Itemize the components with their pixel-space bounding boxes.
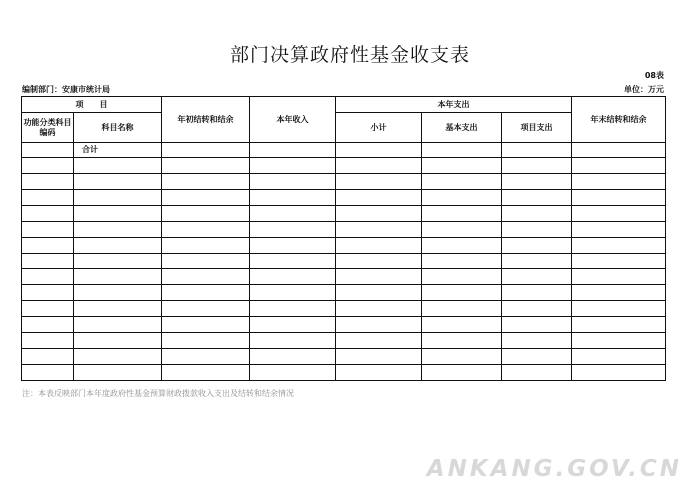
table-cell bbox=[502, 269, 572, 285]
table-cell bbox=[422, 348, 502, 364]
table-cell bbox=[250, 301, 336, 317]
table-cell bbox=[250, 348, 336, 364]
table-cell bbox=[250, 158, 336, 174]
table-cell bbox=[162, 317, 250, 333]
table-cell bbox=[502, 364, 572, 380]
table-cell bbox=[22, 285, 74, 301]
table-cell bbox=[502, 348, 572, 364]
table-cell bbox=[162, 348, 250, 364]
table-cell bbox=[162, 285, 250, 301]
table-cell bbox=[74, 174, 162, 190]
table-cell bbox=[336, 221, 422, 237]
table-cell bbox=[74, 205, 162, 221]
table-cell bbox=[336, 158, 422, 174]
table-cell bbox=[502, 317, 572, 333]
table-cell bbox=[162, 301, 250, 317]
table-row bbox=[22, 317, 666, 333]
table-cell bbox=[162, 221, 250, 237]
table-cell bbox=[22, 158, 74, 174]
table-cell bbox=[162, 253, 250, 269]
table-row bbox=[22, 269, 666, 285]
table-cell bbox=[572, 269, 666, 285]
table-row bbox=[22, 158, 666, 174]
table-cell bbox=[162, 189, 250, 205]
table-cell bbox=[336, 285, 422, 301]
table-cell bbox=[74, 237, 162, 253]
table-cell bbox=[250, 333, 336, 349]
table-cell bbox=[22, 189, 74, 205]
table-row bbox=[22, 301, 666, 317]
table-cell bbox=[74, 348, 162, 364]
table-cell bbox=[502, 253, 572, 269]
table-cell bbox=[572, 143, 666, 158]
table-cell bbox=[502, 237, 572, 253]
table-cell bbox=[162, 269, 250, 285]
header-item: 项 目 bbox=[22, 97, 162, 113]
header-opening-balance: 年初结转和结余 bbox=[162, 97, 250, 143]
table-cell bbox=[336, 174, 422, 190]
table-cell bbox=[422, 158, 502, 174]
table-cell bbox=[336, 301, 422, 317]
table-cell bbox=[336, 253, 422, 269]
page-title: 部门决算政府性基金收支表 bbox=[229, 44, 470, 66]
table-cell bbox=[250, 364, 336, 380]
table-row bbox=[22, 237, 666, 253]
table-cell bbox=[572, 221, 666, 237]
header-basic-exp: 基本支出 bbox=[422, 113, 502, 143]
table-cell bbox=[162, 333, 250, 349]
table-cell bbox=[250, 237, 336, 253]
table-cell bbox=[22, 364, 74, 380]
table-cell bbox=[502, 189, 572, 205]
table-cell bbox=[422, 189, 502, 205]
table-cell bbox=[22, 205, 74, 221]
table-cell bbox=[22, 253, 74, 269]
table-cell bbox=[22, 269, 74, 285]
header-project-exp: 项目支出 bbox=[502, 113, 572, 143]
table-row bbox=[22, 364, 666, 380]
table-cell bbox=[22, 333, 74, 349]
table-cell bbox=[74, 333, 162, 349]
table-cell bbox=[502, 158, 572, 174]
table-cell bbox=[422, 205, 502, 221]
table-cell bbox=[502, 205, 572, 221]
table-cell bbox=[336, 205, 422, 221]
table-row bbox=[22, 174, 666, 190]
table-cell bbox=[572, 205, 666, 221]
table-cell bbox=[22, 348, 74, 364]
table-row bbox=[22, 348, 666, 364]
table-cell bbox=[572, 237, 666, 253]
table-cell bbox=[422, 237, 502, 253]
table-cell bbox=[250, 285, 336, 301]
table-cell bbox=[74, 253, 162, 269]
table-cell bbox=[74, 301, 162, 317]
table-cell bbox=[422, 221, 502, 237]
header-func-code: 功能分类科目编码 bbox=[22, 113, 74, 143]
table-cell bbox=[572, 158, 666, 174]
table-cell bbox=[422, 301, 502, 317]
table-cell bbox=[336, 364, 422, 380]
table-row bbox=[22, 205, 666, 221]
table-cell bbox=[250, 189, 336, 205]
table-cell bbox=[572, 364, 666, 380]
table-cell bbox=[336, 189, 422, 205]
header-row-2 bbox=[22, 113, 666, 143]
table-cell bbox=[422, 269, 502, 285]
table-cell bbox=[502, 285, 572, 301]
table-cell bbox=[572, 301, 666, 317]
table-cell bbox=[74, 364, 162, 380]
table-cell bbox=[74, 189, 162, 205]
table-cell bbox=[22, 221, 74, 237]
table-cell bbox=[250, 317, 336, 333]
table-code: 08表 bbox=[644, 71, 664, 80]
table-cell bbox=[336, 237, 422, 253]
table-note: 注：本表反映部门本年度政府性基金预算财政拨款收入支出及结转和结余情况 bbox=[22, 389, 294, 398]
table-cell bbox=[74, 285, 162, 301]
table-row bbox=[22, 189, 666, 205]
table-cell bbox=[250, 269, 336, 285]
table-cell bbox=[502, 221, 572, 237]
table-cell bbox=[572, 253, 666, 269]
table-cell bbox=[162, 143, 250, 158]
table-cell bbox=[422, 364, 502, 380]
table-cell bbox=[336, 317, 422, 333]
table-cell bbox=[336, 348, 422, 364]
table-cell bbox=[74, 269, 162, 285]
table-cell bbox=[74, 158, 162, 174]
table-cell bbox=[22, 237, 74, 253]
table-cell bbox=[22, 174, 74, 190]
table-cell bbox=[22, 317, 74, 333]
table-cell bbox=[250, 205, 336, 221]
table-cell bbox=[502, 143, 572, 158]
unit-label: 单位：万元 bbox=[624, 85, 664, 94]
table-cell bbox=[336, 269, 422, 285]
total-label: 合计 bbox=[74, 143, 162, 158]
table-cell bbox=[572, 189, 666, 205]
table-cell bbox=[572, 317, 666, 333]
table-cell bbox=[422, 333, 502, 349]
table-row bbox=[22, 333, 666, 349]
table-cell bbox=[162, 237, 250, 253]
table-cell bbox=[74, 221, 162, 237]
header-closing-balance: 年末结转和结余 bbox=[572, 97, 666, 143]
table-cell bbox=[422, 174, 502, 190]
table-cell bbox=[22, 143, 74, 158]
table-cell bbox=[422, 317, 502, 333]
table-cell bbox=[162, 364, 250, 380]
table-cell bbox=[422, 253, 502, 269]
table-cell bbox=[162, 174, 250, 190]
table-cell bbox=[250, 143, 336, 158]
table-cell bbox=[572, 333, 666, 349]
table-cell bbox=[250, 221, 336, 237]
table-cell bbox=[250, 253, 336, 269]
table-cell bbox=[74, 317, 162, 333]
table-row bbox=[22, 221, 666, 237]
empty-rows bbox=[22, 158, 666, 381]
table-cell bbox=[162, 205, 250, 221]
table-cell bbox=[336, 333, 422, 349]
table-cell bbox=[22, 301, 74, 317]
table-cell bbox=[502, 333, 572, 349]
site-watermark: ANKANG.GOV.CN bbox=[426, 456, 682, 482]
table-cell bbox=[502, 301, 572, 317]
table-cell bbox=[422, 143, 502, 158]
header-subject-name: 科目名称 bbox=[74, 113, 162, 143]
table-row bbox=[22, 285, 666, 301]
header-expenditure: 本年支出 bbox=[336, 97, 572, 113]
department-label: 编制部门：安康市统计局 bbox=[22, 85, 110, 94]
header-income: 本年收入 bbox=[250, 97, 336, 143]
header-row-1 bbox=[22, 97, 666, 113]
table-cell bbox=[250, 174, 336, 190]
table-cell bbox=[422, 285, 502, 301]
total-row bbox=[22, 143, 666, 158]
table-cell bbox=[572, 348, 666, 364]
header-subtotal: 小计 bbox=[336, 113, 422, 143]
table-row bbox=[22, 253, 666, 269]
table-cell bbox=[572, 285, 666, 301]
table-cell bbox=[162, 158, 250, 174]
table-cell bbox=[336, 143, 422, 158]
fund-table bbox=[21, 96, 666, 381]
table-cell bbox=[572, 174, 666, 190]
table-cell bbox=[502, 174, 572, 190]
